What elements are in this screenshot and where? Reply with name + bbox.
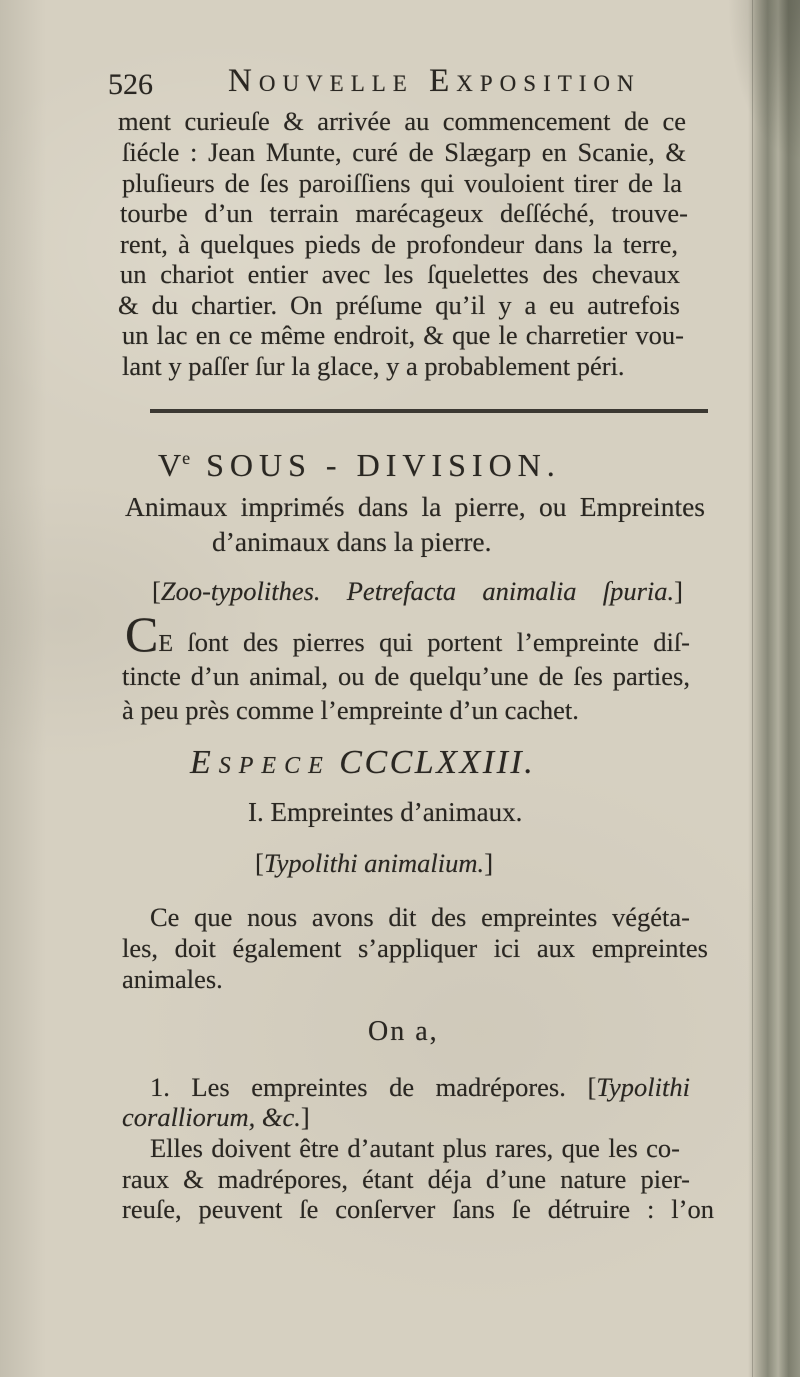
text-line: un chariot entier avec les ſquelettes des chevaux [120, 259, 680, 289]
text-line: lant y paſſer ſur la glace, y a probablement péri. [122, 351, 625, 381]
text-line: animales. [122, 964, 223, 994]
subdivision-number: V [158, 447, 182, 483]
latin-text: Typolithi [596, 1072, 690, 1102]
bracket-close: ] [300, 1102, 310, 1132]
species-number: CCCLXXIII. [339, 744, 536, 781]
item-lead: 1. Les empreintes de madrépores. [150, 1072, 566, 1102]
intro-line-text: ſont des pierres qui portent l’empreinte diſ- [187, 627, 691, 657]
species-heading [190, 743, 535, 783]
subdivision-subtitle: d’animaux dans la pierre. [212, 526, 492, 557]
genus-title: I. Empreintes d’animaux. [248, 797, 523, 827]
item-1-latin-cont [122, 1102, 310, 1133]
bracket-open: [ [152, 576, 161, 606]
intro-first-line [125, 606, 691, 662]
subdivision-title: SOUS - DIVISION. [206, 447, 561, 483]
subdivision-latin-name [152, 576, 683, 607]
text-line: Ce que nous avons dit des empreintes végéta- [150, 902, 690, 932]
initial-smallcap: E [158, 631, 174, 657]
section-rule [150, 409, 708, 413]
text-line: à peu près comme l’empreinte d’un cachet. [122, 695, 579, 725]
subdivision-ordinal: e [182, 448, 191, 468]
running-title: Nouvelle Exposition [228, 63, 641, 99]
text-line: raux & madrépores, étant déja d’une nature pier- [122, 1164, 690, 1194]
text-line: reuſe, peuvent ſe conſerver ſans ſe détruire : l’on [122, 1194, 714, 1224]
bracket-open: [ [255, 848, 264, 878]
text-line: pluſieurs de ſes paroiſſiens qui vouloient tirer de la [122, 168, 682, 198]
genus-latin-name [255, 848, 493, 879]
text-line: tourbe d’un terrain marécageux deſſéché, trouve- [120, 198, 688, 228]
species-label: Espece [190, 744, 331, 781]
subdivision-heading [158, 439, 561, 484]
text-line: rent, à quelques pieds de profondeur dans la terre, [120, 229, 678, 259]
latin-text: Typolithi animalium. [263, 848, 485, 878]
text-line: & du chartier. On préſume qu’il y a eu autrefois [118, 290, 680, 320]
bracket-close: ] [674, 576, 683, 606]
corner-shadow [700, 0, 800, 220]
page-number: 526 [108, 68, 153, 101]
item-1-heading [150, 1072, 690, 1103]
on-a-line: On a, [368, 1016, 439, 1047]
text-line: les, doit également s’appliquer ici aux empreintes [122, 933, 708, 963]
latin-text: coralliorum, &c. [122, 1102, 301, 1132]
bracket-close: ] [484, 848, 494, 878]
text-line: Elles doivent être d’autant plus rares, que les co- [150, 1133, 680, 1163]
page-edge-left [0, 0, 46, 1377]
latin-text: Zoo-typolithes. Petrefacta animalia ſpuria. [160, 576, 675, 606]
text-line: ſiécle : Jean Munte, curé de Slægarp en Scanie, & [122, 137, 686, 167]
text-line: un lac en ce même endroit, & que le charretier vou- [122, 320, 684, 350]
text-line: ment curieuſe & arrivée au commencement de ce [118, 106, 686, 136]
text-line: tincte d’un animal, ou de quelqu’une de ſes parties, [122, 661, 690, 691]
bracket-open: [ [587, 1072, 597, 1102]
page-fold-line [752, 0, 753, 1377]
drop-initial: C [125, 606, 159, 662]
subdivision-subtitle: Animaux imprimés dans la pierre, ou Empreintes [125, 491, 705, 522]
